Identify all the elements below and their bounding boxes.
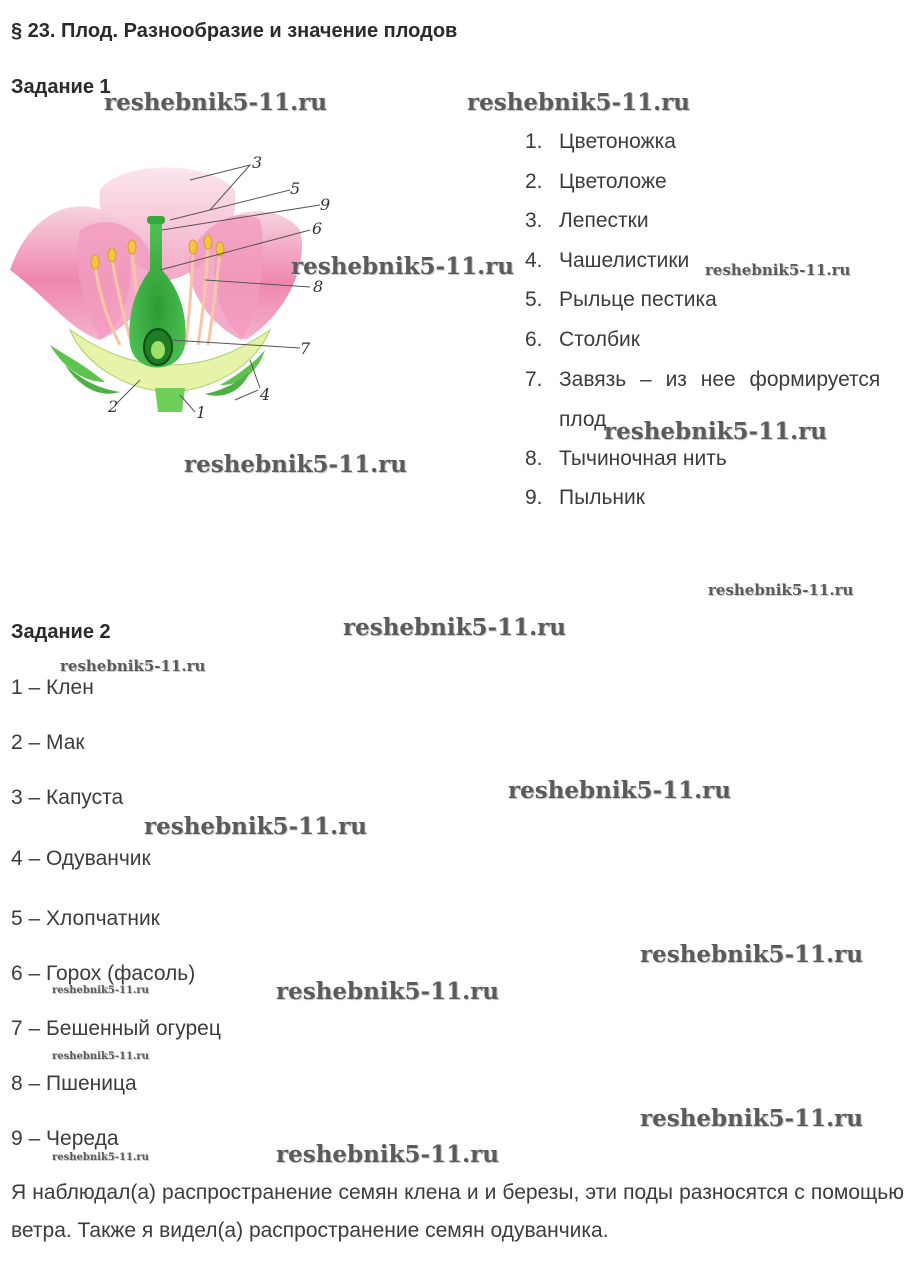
diagram-label-5: 5 (290, 179, 301, 198)
answer-item: 4 – Одуванчик (11, 847, 151, 870)
watermark: reshebnik5-11.ru (467, 89, 690, 116)
watermark: reshebnik5-11.ru (104, 89, 327, 116)
diagram-label-3: 3 (252, 153, 263, 172)
watermark: reshebnik5-11.ru (276, 978, 499, 1005)
diagram-label-9: 9 (320, 195, 331, 214)
answer-item: 7 – Бешенный огурец (11, 1017, 221, 1040)
answer-item: 1 – Клен (11, 676, 94, 699)
watermark: reshebnik5-11.ru (184, 451, 407, 478)
list-item-continuation: плод (559, 408, 607, 431)
diagram-label-1: 1 (196, 403, 207, 420)
task1-title: Задание 1 (11, 76, 111, 98)
watermark: reshebnik5-11.ru (343, 614, 566, 641)
conclusion-paragraph: Я наблюдал(а) распространение семян клена и и березы, эти поды разносятся с помощью ветра. Также я видел(а) распространение семян одуванчика. (11, 1181, 904, 1242)
watermark: reshebnik5-11.ru (144, 813, 367, 840)
flower-diagram (10, 150, 340, 420)
list-item: 5. Рыльце пестика (525, 288, 717, 311)
list-item: 4. Чашелистики (525, 249, 690, 272)
answer-item: 5 – Хлопчатник (11, 907, 160, 930)
flower-diagram-svg (10, 150, 340, 420)
stigma (147, 216, 165, 224)
watermark: reshebnik5-11.ru (708, 581, 854, 599)
list-item: 7. Завязь – из нее формируется (525, 368, 881, 391)
answer-item: 3 – Капуста (11, 786, 124, 809)
list-item: 1. Цветоножка (525, 130, 676, 153)
diagram-label-2: 2 (108, 397, 119, 416)
watermark: reshebnik5-11.ru (640, 941, 863, 968)
list-item: 9. Пыльник (525, 486, 645, 509)
watermark: reshebnik5-11.ru (291, 253, 514, 280)
watermark: reshebnik5-11.ru (52, 1152, 149, 1163)
section-title: § 23. Плод. Разнообразие и значение плодов (11, 20, 458, 42)
list-item: 6. Столбик (525, 328, 640, 351)
answer-item: 9 – Череда (11, 1127, 119, 1150)
watermark: reshebnik5-11.ru (52, 1051, 149, 1062)
diagram-label-8: 8 (313, 277, 324, 296)
answer-item: 2 – Мак (11, 731, 85, 754)
list-item: 8. Тычиночная нить (525, 447, 727, 470)
peduncle (155, 388, 185, 412)
task2-title: Задание 2 (11, 621, 111, 643)
watermark: reshebnik5-11.ru (640, 1105, 863, 1132)
diagram-label-4: 4 (260, 385, 271, 404)
watermark: reshebnik5-11.ru (60, 657, 206, 675)
watermark: reshebnik5-11.ru (604, 418, 827, 445)
list-item: 3. Лепестки (525, 209, 649, 232)
watermark: reshebnik5-11.ru (276, 1141, 499, 1168)
answer-item: 8 – Пшеница (11, 1072, 137, 1095)
watermark: reshebnik5-11.ru (508, 777, 731, 804)
list-item: 2. Цветоложе (525, 170, 667, 193)
answer-item: 6 – Горох (фасоль) (11, 962, 196, 985)
watermark: reshebnik5-11.ru (705, 261, 851, 279)
diagram-label-6: 6 (312, 219, 323, 238)
diagram-label-7: 7 (300, 339, 311, 358)
watermark: reshebnik5-11.ru (52, 985, 149, 996)
